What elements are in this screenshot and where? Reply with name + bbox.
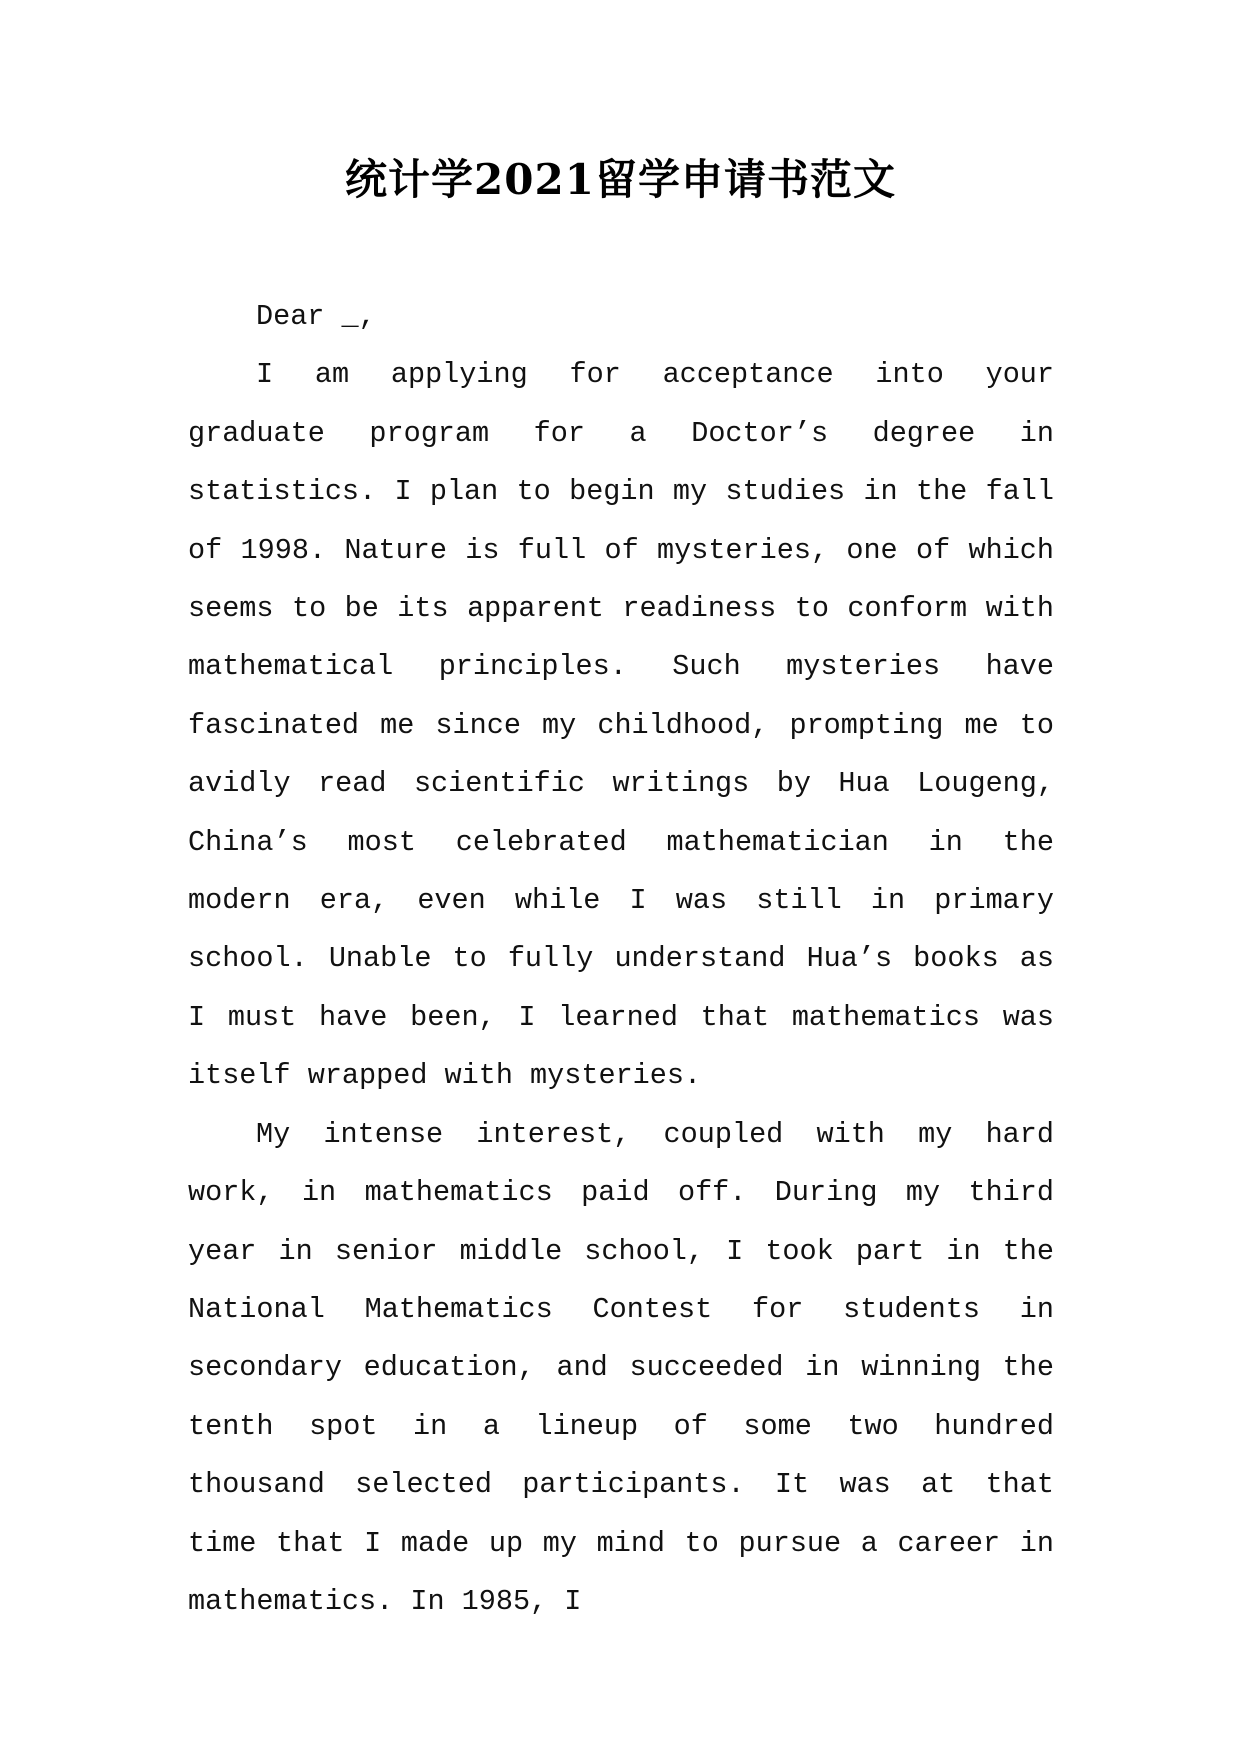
salutation: Dear _, (256, 300, 376, 333)
document-body (188, 288, 1054, 1631)
body-paragraph-2: My intense interest, coupled with my hard work, in mathematics paid off. During my third year in senior middle school, I took part in the National Mathematics Contest for students in secondary education, and succeeded in winning the tenth spot in a lineup of some two hundred thousand selected participants. It was at that time that I made up my mind to pursue a career in mathematics. In 1985, I (188, 1117, 1054, 1618)
document-title: 统计学2021留学申请书范文 (345, 155, 896, 204)
body-paragraph-1: I am applying for acceptance into your graduate program for a Doctor’s degree in statistics. I plan to begin my studies in the fall of 1998. Nature is full of mysteries, one of which seems to be its apparent readiness to conform with mathematical principles. Such mysteries have fascinated me since my childhood, prompting me to avidly read scientific writings by Hua Lougeng, China’s most celebrated mathematician in the modern era, even while I was still in primary school. Unable to fully understand Hua’s books as I must have been, I learned that mathematics was itself wrapped with mysteries. (188, 358, 1054, 1093)
